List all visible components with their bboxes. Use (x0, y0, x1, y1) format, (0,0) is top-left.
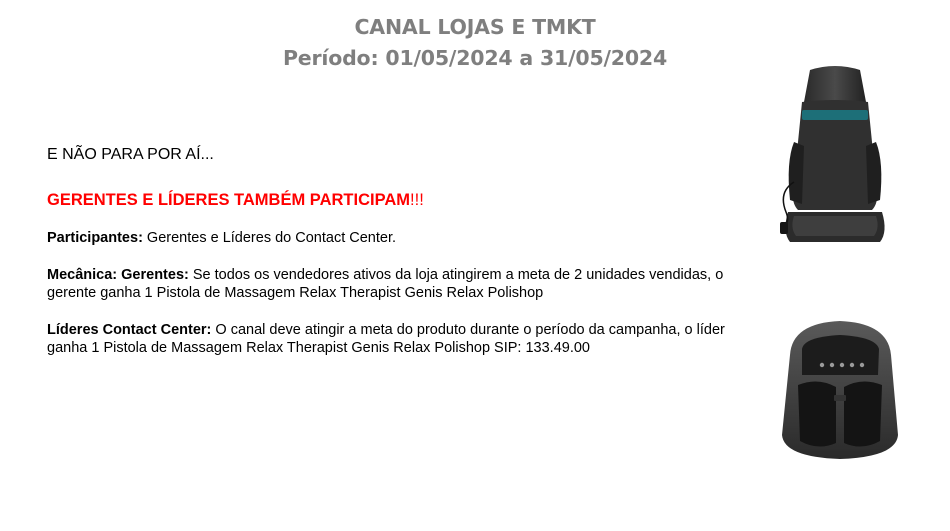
main-content (47, 145, 727, 358)
leaders-label: Líderes Contact Center: (47, 321, 212, 338)
period-text: Período: 01/05/2024 a 31/05/2024 (282, 46, 668, 70)
leaders-paragraph (47, 321, 727, 358)
massage-seat-cushion-image (780, 62, 890, 257)
foot-massager-image (778, 315, 903, 465)
participants-text: Gerentes e Líderes do Contact Center. (142, 230, 396, 246)
headline-tail: !!! (410, 191, 424, 209)
headline (47, 190, 727, 210)
massage-seat-image (780, 62, 890, 257)
mechanic-label: Mecânica: Gerentes: (47, 266, 189, 283)
participants-label: Participantes: (47, 230, 143, 246)
mechanic-text: Se todos os vendedores ativos da loja atingirem a meta de 2 unidades vendidas, o gerente ganha 1 Pistola de Massagem Relax Therapist Genis Relax Polishop (47, 266, 724, 301)
leaders-text: O canal deve atingir a meta do produto durante o período da campanha, o líder ganha 1 Pistola de Massagem Relax Therapist Genis Relax Polishop SIP: 133.49.00 (47, 321, 725, 356)
mechanic-paragraph (47, 266, 727, 303)
page-title: CANAL LOJAS E TMKT (354, 15, 596, 39)
headline-main: GERENTES E LÍDERES TAMBÉM PARTICIPAM (47, 191, 411, 209)
intro-text: E NÃO PARA POR AÍ... (47, 146, 214, 163)
foot-massager-image (778, 315, 903, 465)
participants-paragraph (47, 229, 727, 248)
